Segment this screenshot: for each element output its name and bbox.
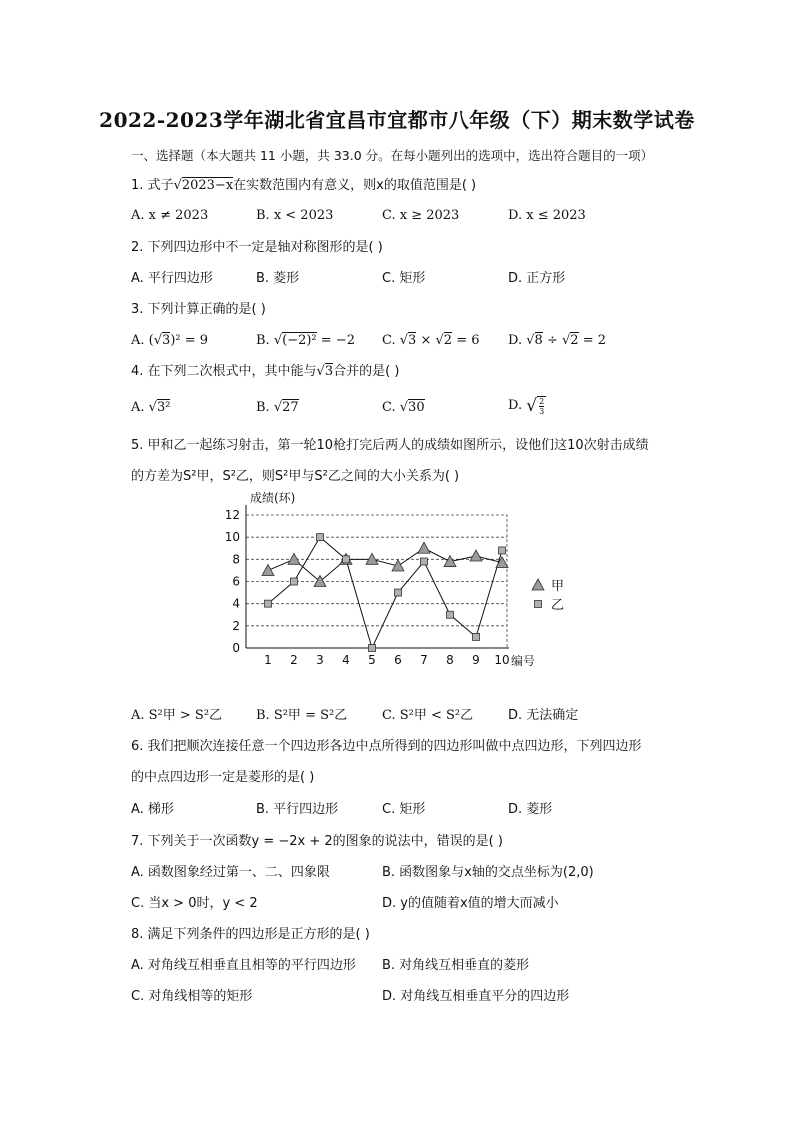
q8-option-b: B. 对角线互相垂直的菱形: [382, 958, 530, 973]
q1-post: 在实数范围内有意义，则x的取值范围是( ): [233, 178, 477, 193]
question-7-stem: 7. 下列关于一次函数y = −2x + 2的图象的说法中，错误的是( ): [131, 834, 503, 849]
q3-a-post: )² = 9: [170, 333, 209, 348]
x-tick-label: 7: [420, 653, 428, 667]
q6-option-c: C. 矩形: [382, 802, 426, 817]
sqrt-symbol: √: [173, 178, 182, 193]
q2-option-b: B. 菱形: [256, 271, 300, 286]
q8-option-d: D. 对角线互相垂直平分的四边形: [382, 989, 570, 1004]
x-tick-label: 9: [472, 653, 480, 667]
x-tick-label: 2: [290, 653, 298, 667]
question-6-line-1: 6. 我们把顺次连接任意一个四边形各边中点所得到的四边形叫做中点四边形，下列四边形: [131, 739, 642, 754]
q3-b-radicand: (−2)²: [282, 333, 317, 348]
legend-jia-marker: [532, 579, 544, 590]
series-yi-point: [343, 556, 350, 563]
question-2-stem: 2. 下列四边形中不一定是轴对称图形的是( ): [131, 240, 383, 255]
q8-option-a: A. 对角线互相垂直且相等的平行四边形: [131, 958, 356, 973]
q6-option-b: B. 平行四边形: [256, 802, 339, 817]
y-tick-label: 4: [232, 596, 240, 611]
q4-post: 合并的是( ): [333, 364, 400, 379]
q1-option-a: A. x ≠ 2023: [131, 208, 209, 223]
q4-option-b: [256, 400, 299, 416]
question-4-stem: [131, 364, 399, 380]
series-yi-point: [447, 611, 454, 618]
q3-c-radicand-1: 3: [408, 333, 417, 348]
y-tick-label: 8: [232, 552, 240, 567]
x-tick-label: 4: [342, 653, 350, 667]
series-yi-point: [395, 589, 402, 596]
q3-c-post: = 6: [452, 333, 480, 348]
q3-a-radicand: 3: [162, 333, 171, 348]
q7-option-a: A. 函数图象经过第一、二、四象限: [131, 865, 330, 880]
q4-option-a: [131, 400, 170, 416]
question-5-line-2: 的方差为S²甲，S²乙，则S²甲与S²乙之间的大小关系为( ): [131, 469, 460, 484]
q4-option-c: [382, 400, 425, 416]
question-1-stem: [131, 178, 476, 194]
series-yi-point: [265, 600, 272, 607]
x-tick-label: 8: [446, 653, 454, 667]
q6-option-d: D. 菱形: [508, 802, 553, 817]
series-jia-point: [366, 553, 378, 564]
q4-d-fraction: [537, 396, 546, 416]
q3-option-c: [382, 333, 480, 349]
series-yi-point: [499, 547, 506, 554]
q3-a-pre: A. (: [131, 333, 154, 348]
q5-option-c: C. S²甲 < S²乙: [382, 708, 474, 723]
series-jia-point: [392, 560, 404, 571]
series-yi-point: [421, 558, 428, 565]
q4-b-radicand: 27: [282, 400, 299, 415]
q2-option-a: A. 平行四边形: [131, 271, 213, 286]
q3-option-d: [508, 333, 606, 349]
chart-grid: [246, 515, 507, 648]
q4-b-pre: B.: [256, 400, 274, 415]
q1-option-d: D. x ≤ 2023: [508, 208, 586, 223]
q5-option-d: D. 无法确定: [508, 708, 579, 723]
series-jia-point: [314, 576, 326, 587]
q7-option-d: D. y的值随着x值的增大而减小: [382, 896, 559, 911]
q4-pre: 4. 在下列二次根式中，其中能与: [131, 364, 317, 379]
series-jia-point: [470, 550, 482, 561]
legend-yi-label: 乙: [551, 598, 565, 613]
y-axis-title: 成绩(环): [250, 491, 296, 505]
q4-d-pre: D.: [508, 398, 527, 413]
q3-b-post: = −2: [316, 333, 355, 348]
sqrt-symbol: √: [561, 333, 571, 348]
q6-option-a: A. 梯形: [131, 802, 174, 817]
series-jia-point: [288, 553, 300, 564]
q1-option-c: C. x ≥ 2023: [382, 208, 460, 223]
series-jia-line: [268, 548, 502, 581]
series-yi-point: [473, 633, 480, 640]
question-8-stem: 8. 满足下列条件的四边形是正方形的是( ): [131, 927, 370, 942]
q4-radicand: 3: [324, 364, 334, 379]
q3-d-operator: ÷: [542, 333, 562, 348]
q8-option-c: C. 对角线相等的矩形: [131, 989, 253, 1004]
sqrt-symbol: √: [526, 333, 535, 348]
q1-option-b: B. x < 2023: [256, 208, 334, 223]
x-tick-label: 1: [264, 653, 272, 667]
q3-d-radicand-1: 8: [534, 333, 543, 348]
y-tick-label: 10: [224, 530, 240, 545]
chart-axes: [225, 490, 535, 668]
x-tick-label: 3: [316, 653, 324, 667]
question-6-line-2: 的中点四边形一定是菱形的是( ): [131, 770, 315, 785]
q3-d-radicand-2: 2: [570, 333, 579, 348]
q2-option-d: D. 正方形: [508, 271, 566, 286]
x-tick-label: 10: [494, 653, 510, 667]
chart-legend: [532, 579, 564, 613]
section-heading: 一、选择题（本大题共 11 小题，共 33.0 分。在每小题列出的选项中，选出符合题目的一项）: [131, 148, 654, 163]
series-yi-point: [317, 534, 324, 541]
y-tick-label: 6: [232, 574, 240, 589]
x-tick-label: 6: [394, 653, 402, 667]
sqrt-symbol: √: [526, 396, 538, 416]
legend-yi-marker: [535, 601, 542, 608]
q7-option-b: B. 函数图象与x轴的交点坐标为(2,0): [382, 865, 594, 880]
legend-jia-label: 甲: [551, 579, 565, 594]
q1-pre: 1. 式子: [131, 178, 174, 193]
y-tick-label: 2: [232, 618, 240, 633]
q4-a-radicand: 3²: [156, 400, 171, 415]
q4-d-denominator: 3: [539, 407, 545, 416]
q1-radicand: 2023−x: [181, 178, 234, 193]
q4-a-pre: A.: [131, 400, 149, 415]
q5-option-a: A. S²甲 > S²乙: [131, 708, 223, 723]
q4-d-numerator: 2: [539, 397, 545, 406]
q3-d-post: = 2: [578, 333, 606, 348]
series-yi-line: [268, 537, 502, 648]
score-line-chart: [220, 486, 580, 672]
y-tick-label: 0: [232, 641, 240, 655]
y-tick-label: 12: [224, 508, 240, 522]
series-jia-point: [418, 542, 430, 553]
sqrt-symbol: √: [399, 333, 409, 348]
sqrt-symbol: √: [273, 333, 283, 348]
sqrt-symbol: √: [148, 400, 157, 415]
q3-option-b: [256, 333, 355, 349]
sqrt-symbol: √: [273, 400, 283, 415]
sqrt-symbol: √: [435, 333, 444, 348]
question-5-line-1: 5. 甲和乙一起练习射击，第一轮10枪打完后两人的成绩如图所示，设他们这10次射击成绩: [131, 438, 649, 453]
x-tick-label: 5: [368, 653, 376, 667]
q3-c-pre: C.: [382, 333, 400, 348]
q4-c-pre: C.: [382, 400, 400, 415]
q3-b-pre: B.: [256, 333, 274, 348]
series-yi-point: [291, 578, 298, 585]
sqrt-symbol: √: [316, 364, 325, 379]
sqrt-symbol: √: [153, 333, 163, 348]
exam-title: 2022-2023学年湖北省宜昌市宜都市八年级（下）期末数学试卷: [99, 108, 695, 132]
series-jia-point: [262, 564, 274, 575]
chart-series: [262, 534, 508, 652]
q4-c-radicand: 30: [408, 400, 425, 415]
q3-d-pre: D.: [508, 333, 527, 348]
q4-option-d: [508, 396, 546, 422]
sqrt-symbol: √: [399, 400, 409, 415]
q5-option-b: B. S²甲 = S²乙: [256, 708, 348, 723]
series-jia-point: [496, 557, 508, 568]
q3-c-radicand-2: 2: [443, 333, 453, 348]
q2-option-c: C. 矩形: [382, 271, 426, 286]
question-3-stem: 3. 下列计算正确的是( ): [131, 302, 266, 317]
q3-option-a: [131, 333, 208, 349]
x-axis-title: 编号: [511, 654, 536, 668]
q7-option-c: C. 当x > 0时，y < 2: [131, 896, 258, 911]
series-yi-point: [369, 645, 376, 652]
q3-c-operator: ×: [416, 333, 436, 348]
